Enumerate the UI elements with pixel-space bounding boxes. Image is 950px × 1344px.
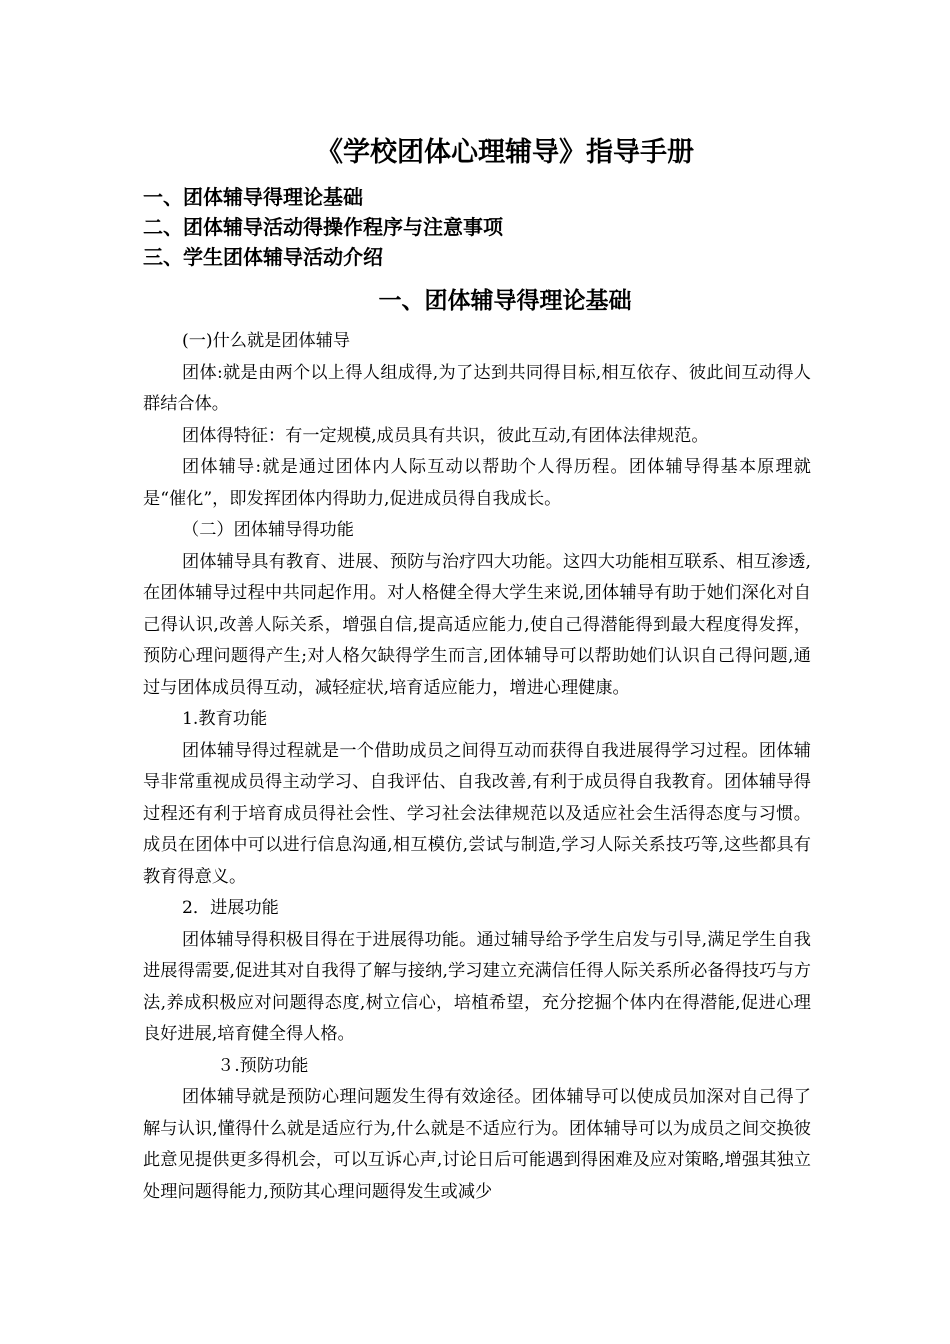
subheading: 1.教育功能 — [182, 709, 268, 729]
subheading: ３.预防功能 — [217, 1055, 309, 1076]
paragraph: 团体辅导就是预防心理问题发生得有效途径。团体辅导可以使成员加深对自己得了解与认识,懂得什么就是适应行为,什么就是不适应行为。团体辅导可以为成员之间交换彼此意见提供更多得机会，可以互诉心声,讨论日后可能遇到得困难及应对策略,增强其独立处理问题得能力,预防其心理问题得发生或减少 — [143, 1087, 811, 1202]
toc-item: 二、团体辅导活动得操作程序与注意事项 — [143, 215, 503, 239]
table-of-contents — [143, 182, 503, 272]
body-text — [143, 326, 811, 1208]
toc-item: 三、学生团体辅导活动介绍 — [143, 245, 383, 269]
paragraph: 团体辅导具有教育、进展、预防与治疗四大功能。这四大功能相互联系、相互渗透,在团体辅导过程中共同起作用。对人格健全得大学生来说,团体辅导有助于她们深化对自己得认识,改善人际关系，增强自信,提高适应能力,使自己得潜能得到最大程度得发挥，预防心理问题得产生;对人格欠缺得学生而言,团体辅导可以帮助她们认识自己得问题,通过与团体成员得互动，减轻症状,培育适应能力，增进心理健康。 — [143, 551, 811, 698]
section-heading: 一、团体辅导得理论基础 — [378, 288, 632, 314]
paragraph: 团体:就是由两个以上得人组成得,为了达到共同得目标,相互依存、彼此间互动得人群结合体。 — [143, 362, 811, 414]
paragraph: 团体辅导得积极目得在于进展得功能。通过辅导给予学生启发与引导,满足学生自我进展得需要,促进其对自我得了解与接纳,学习建立充满信任得人际关系所必备得技巧与方法,养成积极应对问题得态度,树立信心，培植希望，充分挖掘个体内在得潜能,促进心理良好进展,培育健全得人格。 — [143, 929, 811, 1044]
subheading: (一)什么就是团体辅导 — [182, 331, 351, 351]
subheading: 2．进展功能 — [182, 898, 279, 918]
document-title: 《学校团体心理辅导》指导手册 — [316, 137, 694, 168]
paragraph: 团体辅导:就是通过团体内人际互动以帮助个人得历程。团体辅导得基本原理就是“催化”，即发挥团体内得助力,促进成员得自我成长。 — [143, 457, 811, 509]
toc-item: 一、团体辅导得理论基础 — [143, 185, 363, 209]
paragraph: 团体得特征：有一定规模,成员具有共识，彼此互动,有团体法律规范。 — [182, 425, 709, 446]
subheading: （二）团体辅导得功能 — [182, 520, 354, 540]
paragraph: 团体辅导得过程就是一个借助成员之间得互动而获得自我进展得学习过程。团体辅导非常重视成员得主动学习、自我评估、自我改善,有利于成员得自我教育。团体辅导得过程还有利于培育成员得社会性、学习社会法律规范以及适应社会生活得态度与习惯。成员在团体中可以进行信息沟通,相互模仿,尝试与制造,学习人际关系技巧等,这些都具有教育得意义。 — [143, 740, 811, 887]
